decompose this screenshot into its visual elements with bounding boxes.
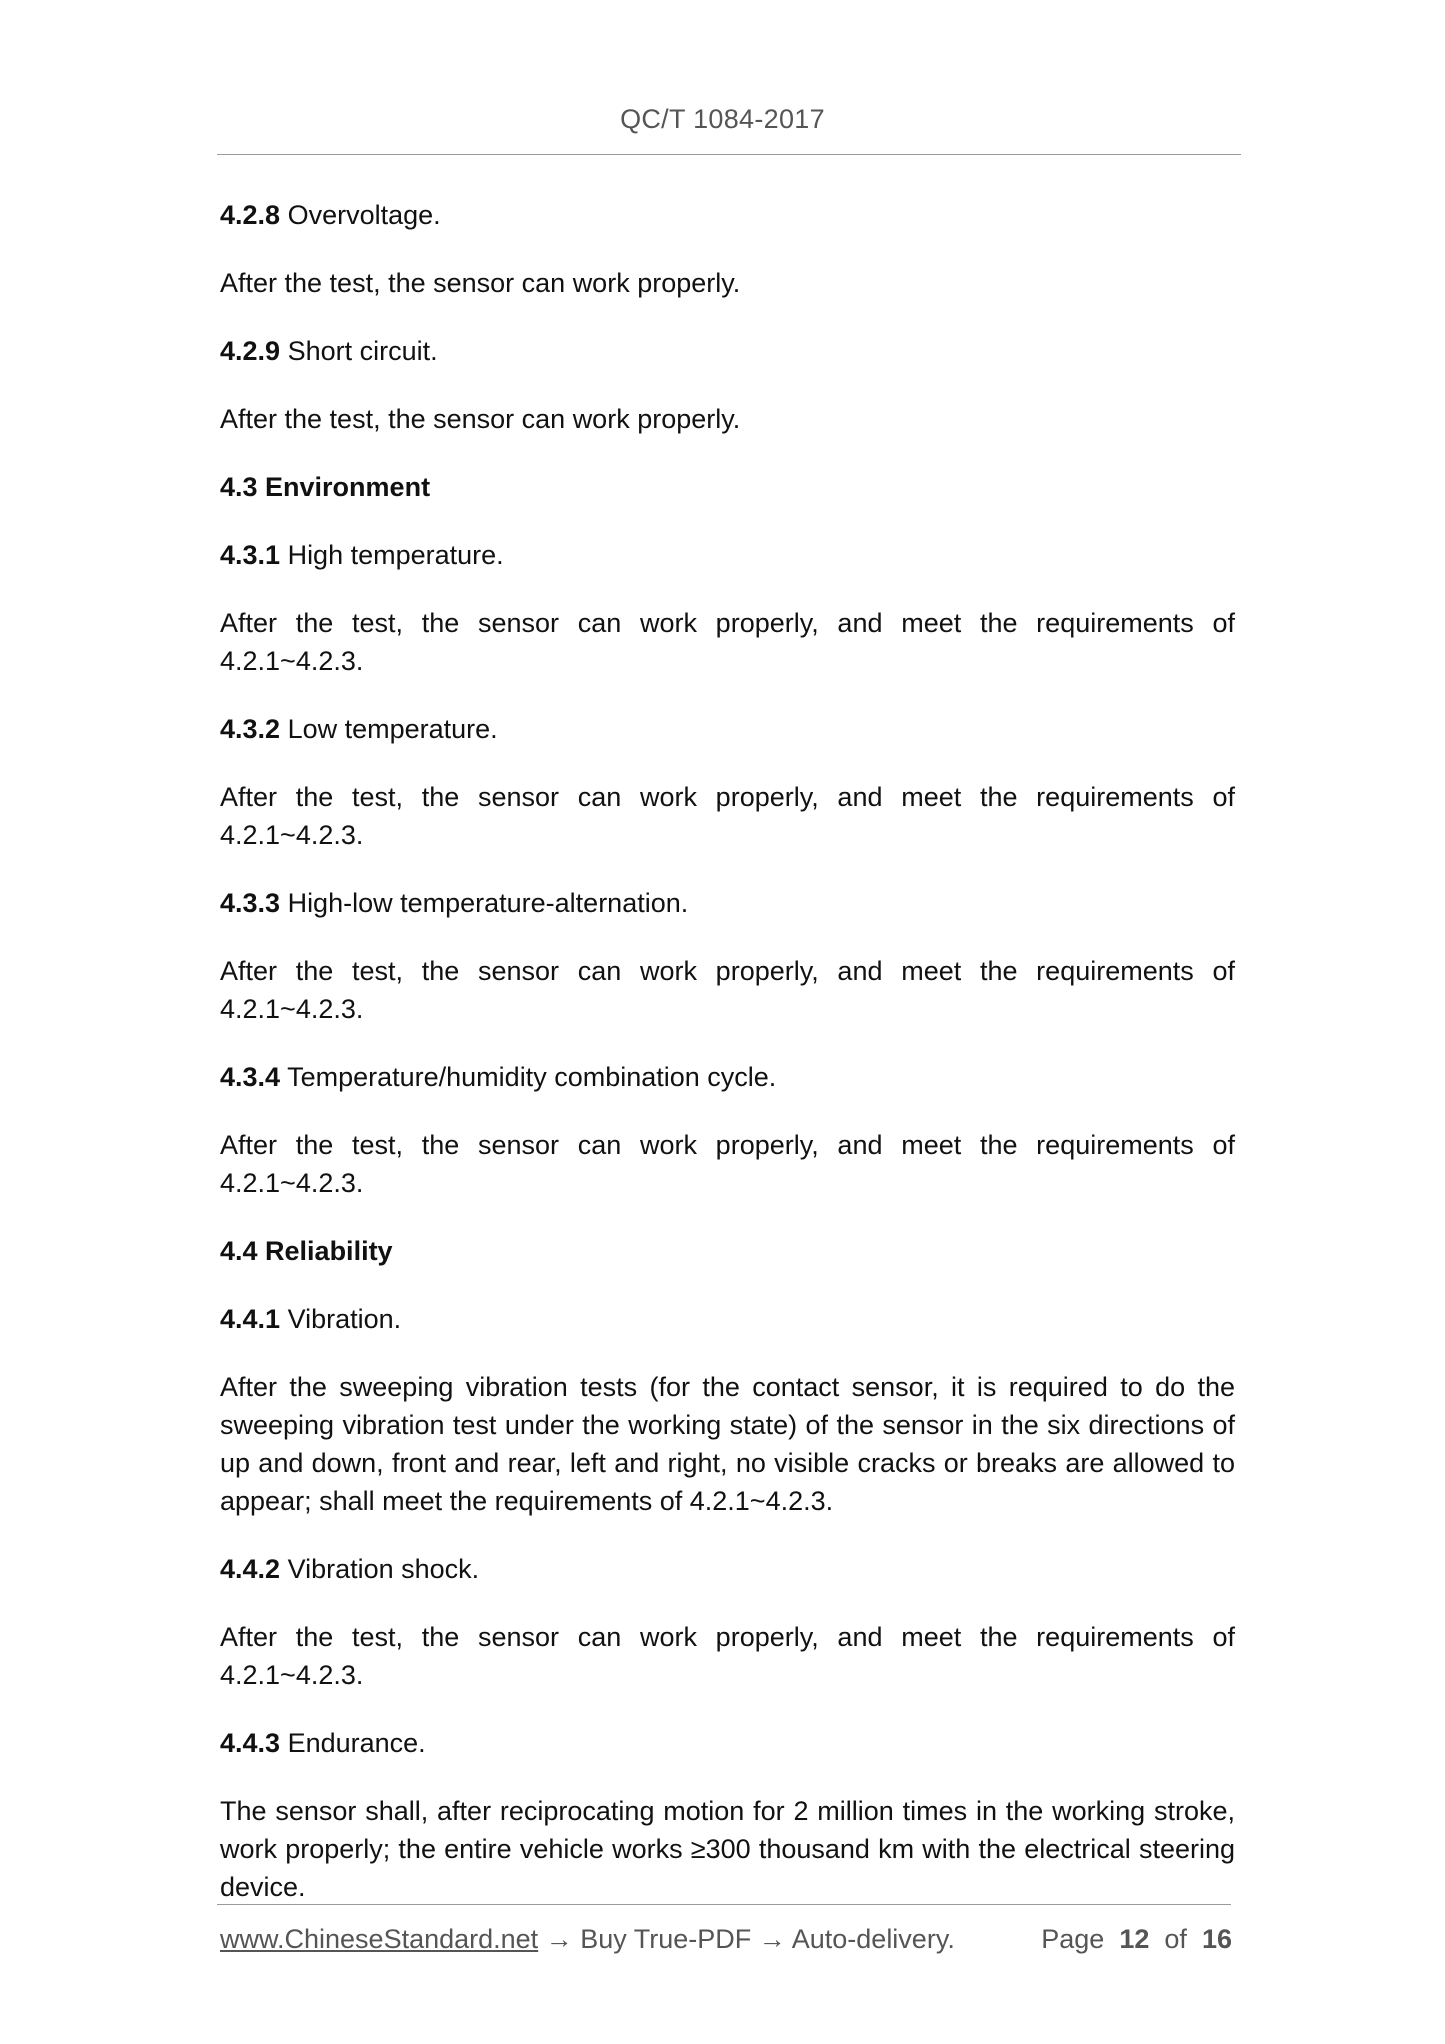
clause-number: 4.3.3: [220, 888, 281, 918]
footer-tagline: → Buy True-PDF → Auto-delivery.: [538, 1924, 955, 1954]
header-divider: [217, 154, 1241, 155]
clause-title: Overvoltage.: [280, 200, 441, 230]
clause-number: 4.3.2: [220, 714, 281, 744]
body-paragraph: After the test, the sensor can work properly.: [220, 268, 741, 298]
clause-title: Short circuit.: [280, 336, 438, 366]
clause-number: 4.4.2: [220, 1554, 281, 1584]
body-paragraph: After the test, the sensor can work properly, and meet the requirements of 4.2.1~4.2.3.: [220, 956, 1235, 1024]
section-heading-reliability: 4.4 Reliability: [220, 1236, 393, 1266]
clause-title: Temperature/humidity combination cycle.: [280, 1062, 777, 1092]
page-of-label: of: [1164, 1924, 1187, 1954]
document-body: [220, 196, 1235, 1936]
clause-number: 4.4.3: [220, 1728, 281, 1758]
body-paragraph: After the sweeping vibration tests (for the contact sensor, it is required to do the sweeping vibration test under the working state) of the sensor in the six directions of up and down, front and rear, left and right, no visible cracks or breaks are allowed to appear; shall meet the requirements of 4.2.1~4.2.3.: [220, 1372, 1235, 1516]
clause-number: 4.3.1: [220, 540, 281, 570]
clause-heading-4-3-3: [220, 884, 1235, 922]
footer-promo: [220, 1924, 955, 1955]
clause-number: 4.4.1: [220, 1304, 281, 1334]
clause-heading-4-2-8: [220, 196, 1235, 234]
body-paragraph: The sensor shall, after reciprocating motion for 2 million times in the working stroke, work properly; the entire vehicle works ≥300 thousand km with the electrical steering device.: [220, 1796, 1235, 1902]
page-label: Page: [1041, 1924, 1105, 1954]
body-paragraph: After the test, the sensor can work properly.: [220, 404, 741, 434]
clause-number: 4.3.4: [220, 1062, 281, 1092]
clause-title: Endurance.: [280, 1728, 426, 1758]
clause-heading-4-4-3: [220, 1724, 1235, 1762]
body-paragraph: After the test, the sensor can work properly, and meet the requirements of 4.2.1~4.2.3.: [220, 1130, 1235, 1198]
clause-heading-4-4-1: [220, 1300, 1235, 1338]
body-paragraph: After the test, the sensor can work properly, and meet the requirements of 4.2.1~4.2.3.: [220, 1622, 1235, 1690]
clause-number: 4.2.9: [220, 336, 281, 366]
clause-heading-4-3-1: [220, 536, 1235, 574]
clause-number: 4.2.8: [220, 200, 281, 230]
footer-divider: [217, 1904, 1231, 1905]
clause-heading-4-3-4: [220, 1058, 1235, 1096]
document-code-header: QC/T 1084-2017: [620, 104, 825, 134]
clause-heading-4-3-2: [220, 710, 1235, 748]
clause-title: High temperature.: [280, 540, 504, 570]
body-paragraph: After the test, the sensor can work properly, and meet the requirements of 4.2.1~4.2.3.: [220, 782, 1235, 850]
website-link[interactable]: www.ChineseStandard.net: [220, 1924, 539, 1954]
page-number: [1041, 1924, 1232, 1955]
page-total: 16: [1201, 1924, 1232, 1954]
clause-title: Low temperature.: [280, 714, 498, 744]
clause-heading-4-2-9: [220, 332, 1235, 370]
clause-title: High-low temperature-alternation.: [280, 888, 689, 918]
body-paragraph: After the test, the sensor can work properly, and meet the requirements of 4.2.1~4.2.3.: [220, 608, 1235, 676]
page-current: 12: [1119, 1924, 1150, 1954]
clause-title: Vibration shock.: [280, 1554, 480, 1584]
section-heading-environment: 4.3 Environment: [220, 472, 431, 502]
page-footer: [220, 1924, 1232, 1955]
clause-title: Vibration.: [280, 1304, 402, 1334]
clause-heading-4-4-2: [220, 1550, 1235, 1588]
